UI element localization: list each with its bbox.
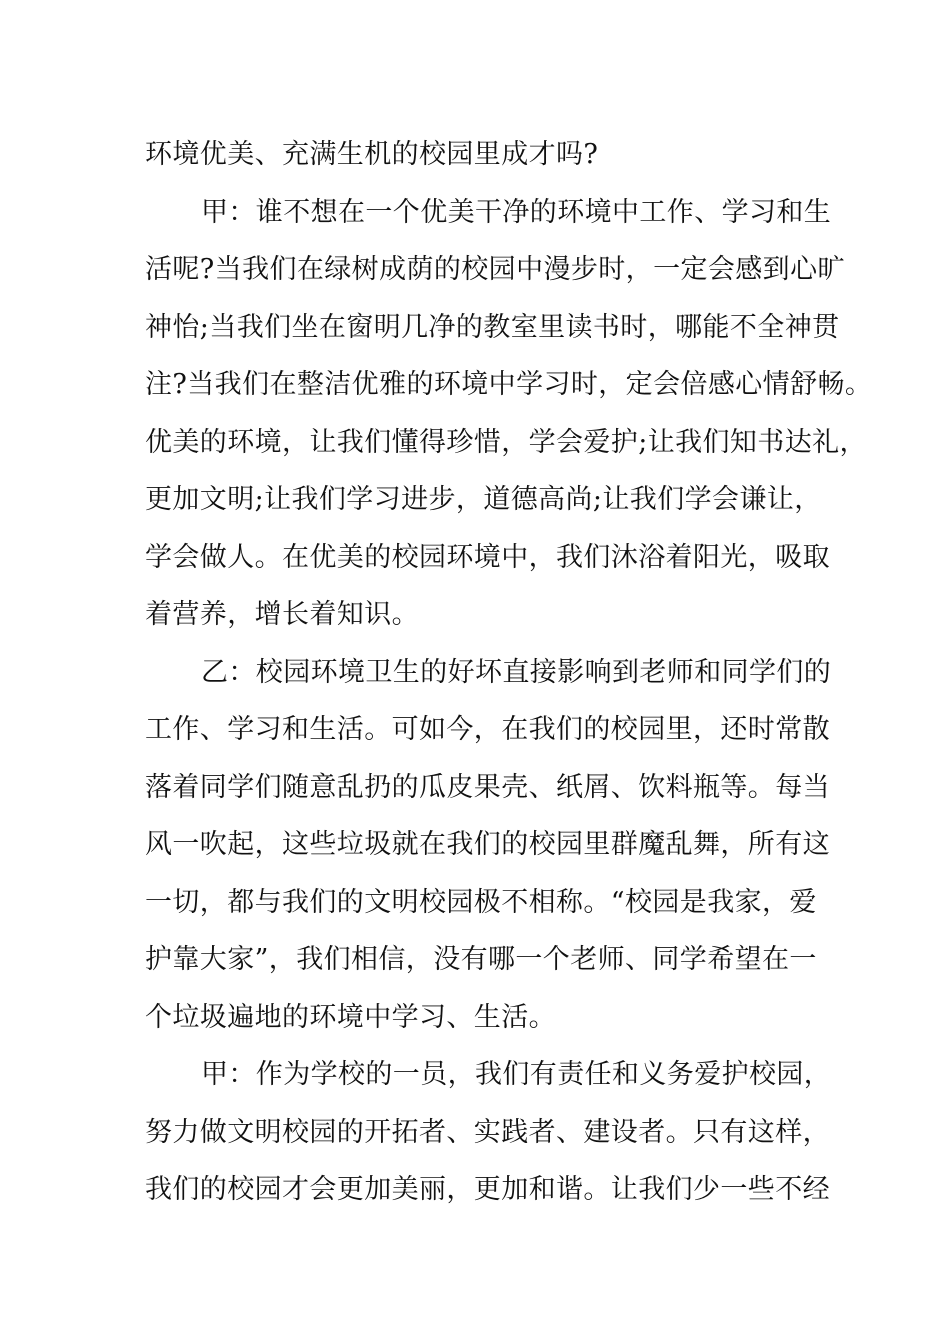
text-line: 优美的环境，让我们懂得珍惜，学会爱护;让我们知书达礼， xyxy=(145,426,867,458)
text-line: 着营养，增长着知识。 xyxy=(145,599,419,630)
text-line: 个垃圾遍地的环境中学习、生活。 xyxy=(145,1001,556,1033)
text-line: 工作、学习和生活。可如今，在我们的校园里，还时常散 xyxy=(145,714,830,745)
paragraph-start-line: 乙：校园环境卫生的好坏直接影响到老师和同学们的 xyxy=(201,656,832,688)
text-line: 更加文明;让我们学习进步，道德高尚;让我们学会谦让， xyxy=(145,484,822,515)
text-line: 注?当我们在整洁优雅的环境中学习时，定会倍感心情舒畅。 xyxy=(145,369,873,400)
paragraph-start-line: 甲：作为学校的一员，我们有责任和义务爱护校园， xyxy=(201,1059,832,1090)
text-line: 风一吹起，这些垃圾就在我们的校园里群魔乱舞，所有这 xyxy=(145,829,830,860)
paragraph-start-line: 甲：谁不想在一个优美干净的环境中工作、学习和生 xyxy=(201,196,832,228)
text-line: 神怡;当我们坐在窗明几净的教室里读书时，哪能不全神贯 xyxy=(145,311,840,343)
text-line: 环境优美、充满生机的校园里成才吗? xyxy=(145,139,599,170)
text-line: 我们的校园才会更加美丽，更加和谐。让我们少一些不经 xyxy=(145,1174,830,1205)
document-body xyxy=(145,126,873,1219)
text-line: 落着同学们随意乱扔的瓜皮果壳、纸屑、饮料瓶等。每当 xyxy=(145,771,830,803)
text-line: 努力做文明校园的开拓者、实践者、建设者。只有这样， xyxy=(145,1116,830,1148)
text-line: 活呢?当我们在绿树成荫的校园中漫步时，一定会感到心旷 xyxy=(145,254,845,285)
text-line: 一切，都与我们的文明校园极不相称。“校园是我家，爱 xyxy=(145,886,817,918)
text-line: 护靠大家”，我们相信，没有哪一个老师、同学希望在一 xyxy=(145,944,817,975)
text-line: 学会做人。在优美的校园环境中，我们沐浴着阳光，吸取 xyxy=(145,541,830,573)
